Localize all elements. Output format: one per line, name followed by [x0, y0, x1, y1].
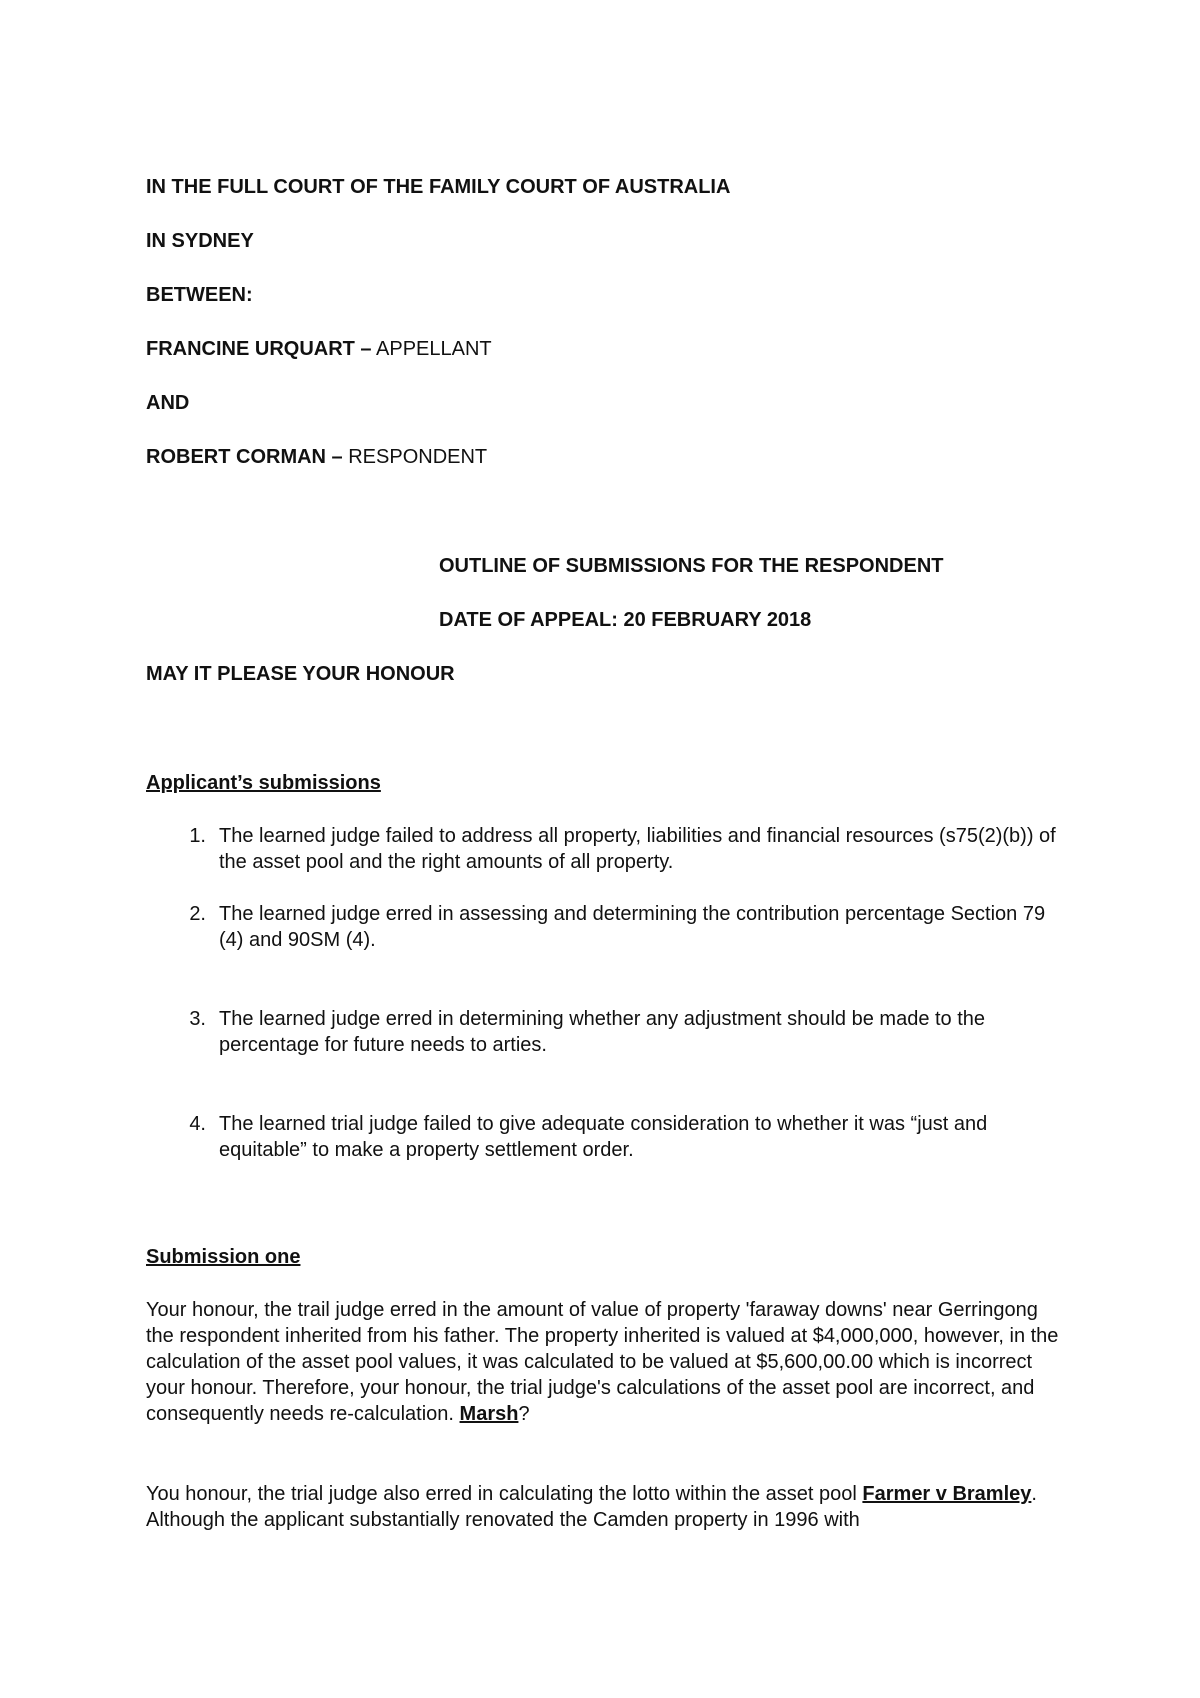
- respondent-role: RESPONDENT: [342, 446, 488, 468]
- paragraph-text-tail: . Although the applicant substantially renovated the Camden property in 1996 with: [146, 1483, 1037, 1531]
- list-item-text: The learned judge failed to address all property, liabilities and financial resources (s75(2)(b)) of the asset pool and the right amounts of all property.: [219, 825, 1056, 873]
- submission-one-heading: Submission one: [146, 1246, 301, 1268]
- appellant-line: [146, 336, 492, 362]
- list-item-text: The learned trial judge failed to give adequate consideration to whether it was “just and equitable” to make a property settlement order.: [219, 1113, 988, 1161]
- list-item-text: The learned judge erred in determining whether any adjustment should be made to the percentage for future needs to arties.: [219, 1008, 986, 1056]
- court-location: IN SYDNEY: [146, 230, 254, 252]
- list-item-number: 4.: [189, 1113, 206, 1135]
- respondent-line: [146, 444, 487, 470]
- paragraph-text: You honour, the trial judge also erred in calculating the lotto within the asset pool: [146, 1483, 863, 1505]
- list-item-number: 1.: [189, 825, 206, 847]
- appellant-name: FRANCINE URQUART –: [146, 338, 372, 360]
- list-item-number: 2.: [189, 903, 206, 925]
- case-reference: Marsh: [459, 1403, 519, 1425]
- list-item-number: 3.: [189, 1008, 206, 1030]
- list-item-text: The learned judge erred in assessing and determining the contribution percentage Section 79 (4) and 90SM (4).: [219, 903, 1046, 951]
- date-of-appeal: DATE OF APPEAL: 20 FEBRUARY 2018: [439, 609, 812, 631]
- applicant-submissions-heading: Applicant’s submissions: [146, 772, 381, 794]
- submission-one-paragraph-1: [146, 1297, 1066, 1427]
- and-label: AND: [146, 392, 190, 414]
- appellant-role: APPELLANT: [371, 338, 492, 360]
- outline-title: OUTLINE OF SUBMISSIONS FOR THE RESPONDENT: [439, 555, 944, 577]
- case-reference: Farmer v Bramley: [862, 1483, 1032, 1505]
- court-title: IN THE FULL COURT OF THE FAMILY COURT OF AUSTRALIA: [146, 176, 731, 198]
- paragraph-text: Your honour, the trail judge erred in the amount of value of property 'faraway downs' near Gerringong the respondent inherited from his father. The property inherited is valued at $4,000,000, however, in the calculation of the asset pool values, it was calculated to be valued at $5,600,00.00 which is incorrect your honour. Therefore, your honour, the trial judge's calculations of the asset pool are incorrect, and consequently needs re-calculation.: [146, 1299, 1059, 1425]
- paragraph-text-tail: ?: [518, 1403, 530, 1425]
- respondent-name: ROBERT CORMAN –: [146, 446, 343, 468]
- between-label: BETWEEN:: [146, 284, 253, 306]
- submission-one-paragraph-2: [146, 1481, 1066, 1533]
- opening-address: MAY IT PLEASE YOUR HONOUR: [146, 663, 455, 685]
